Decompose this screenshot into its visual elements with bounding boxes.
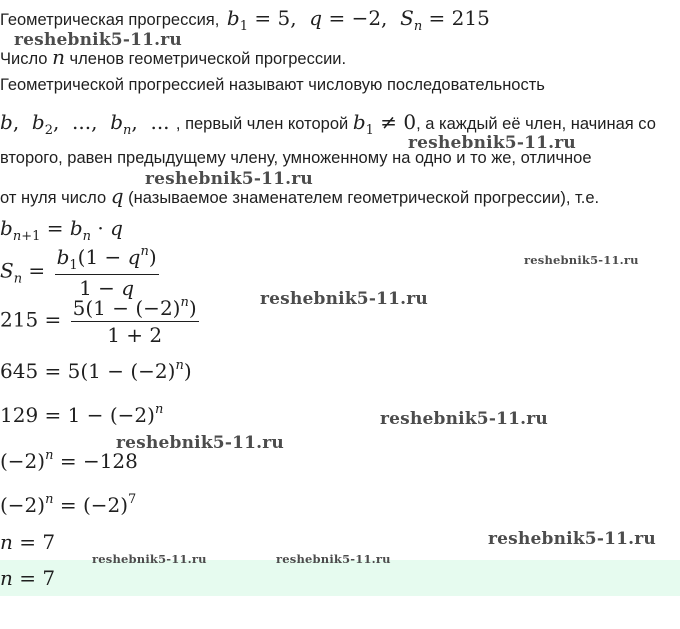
watermark: reshebnik5-11.ru <box>276 552 391 566</box>
sum-fraction: $\frac{b_1(1 - q^n)}{1 - q}$ <box>56 244 157 300</box>
equation-n-equals-7: n = 7 <box>0 530 56 554</box>
watermark: reshebnik5-11.ru <box>524 253 639 267</box>
intro-title: Геометрическая прогрессия, <box>0 11 220 29</box>
sequence: b, $b_2$, ..., $b_n$, ... <box>0 110 176 138</box>
def4-suffix: (называемое знаменателем геометрической прогрессии), т.е. <box>128 189 600 207</box>
first-term-condition: $b_1 \ne 0$ <box>352 110 417 138</box>
definition-line-1: Геометрической прогрессией называют числовую последовательность <box>0 76 545 94</box>
def-end: , а каждый её член, начиная со <box>416 115 656 133</box>
given-values: $b_1 = 5$, q = −2, $S_n = 215$ <box>226 6 490 34</box>
watermark: reshebnik5-11.ru <box>408 133 576 153</box>
equation-129: $129 = 1 - (-2)^n$ <box>0 402 164 427</box>
watermark: reshebnik5-11.ru <box>116 433 284 453</box>
watermark: reshebnik5-11.ru <box>145 169 313 189</box>
substituted-fraction: $\frac{5(1 - (-2)^n)}{1 + 2}$ <box>72 295 197 347</box>
equation-sum-formula: $S_n$ = $\frac{b_1(1 - q^n)}{1 - q}$ <box>0 244 157 300</box>
watermark: reshebnik5-11.ru <box>92 552 207 566</box>
equation-minus-128: $(-2)^n = -128$ <box>0 448 138 473</box>
equation-645: $645 = 5(1 - (-2)^n)$ <box>0 358 192 383</box>
watermark: reshebnik5-11.ru <box>488 529 656 549</box>
watermark: reshebnik5-11.ru <box>380 409 548 429</box>
definition-line-3: второго, равен предыдущему члену, умноженному на одно и то же, отличное <box>0 149 592 167</box>
def-mid: , первый член которой <box>175 115 349 133</box>
equation-substituted: 215 = $\frac{5(1 - (-2)^n)}{1 + 2}$ <box>0 295 197 347</box>
equation-power-7: $(-2)^n = (-2)^7$ <box>0 492 137 517</box>
equation-recurrence: $b_{n+1} = b_n \cdot q$ <box>0 216 123 244</box>
task-prefix: Число <box>0 50 48 68</box>
watermark: reshebnik5-11.ru <box>14 30 182 50</box>
def4-var: q <box>110 184 124 208</box>
watermark: reshebnik5-11.ru <box>260 289 428 309</box>
task-suffix: членов геометрической прогрессии. <box>69 50 347 68</box>
def4-prefix: от нуля число <box>0 189 107 207</box>
answer-value: n = 7 <box>0 566 56 590</box>
task-var: n <box>52 45 65 69</box>
